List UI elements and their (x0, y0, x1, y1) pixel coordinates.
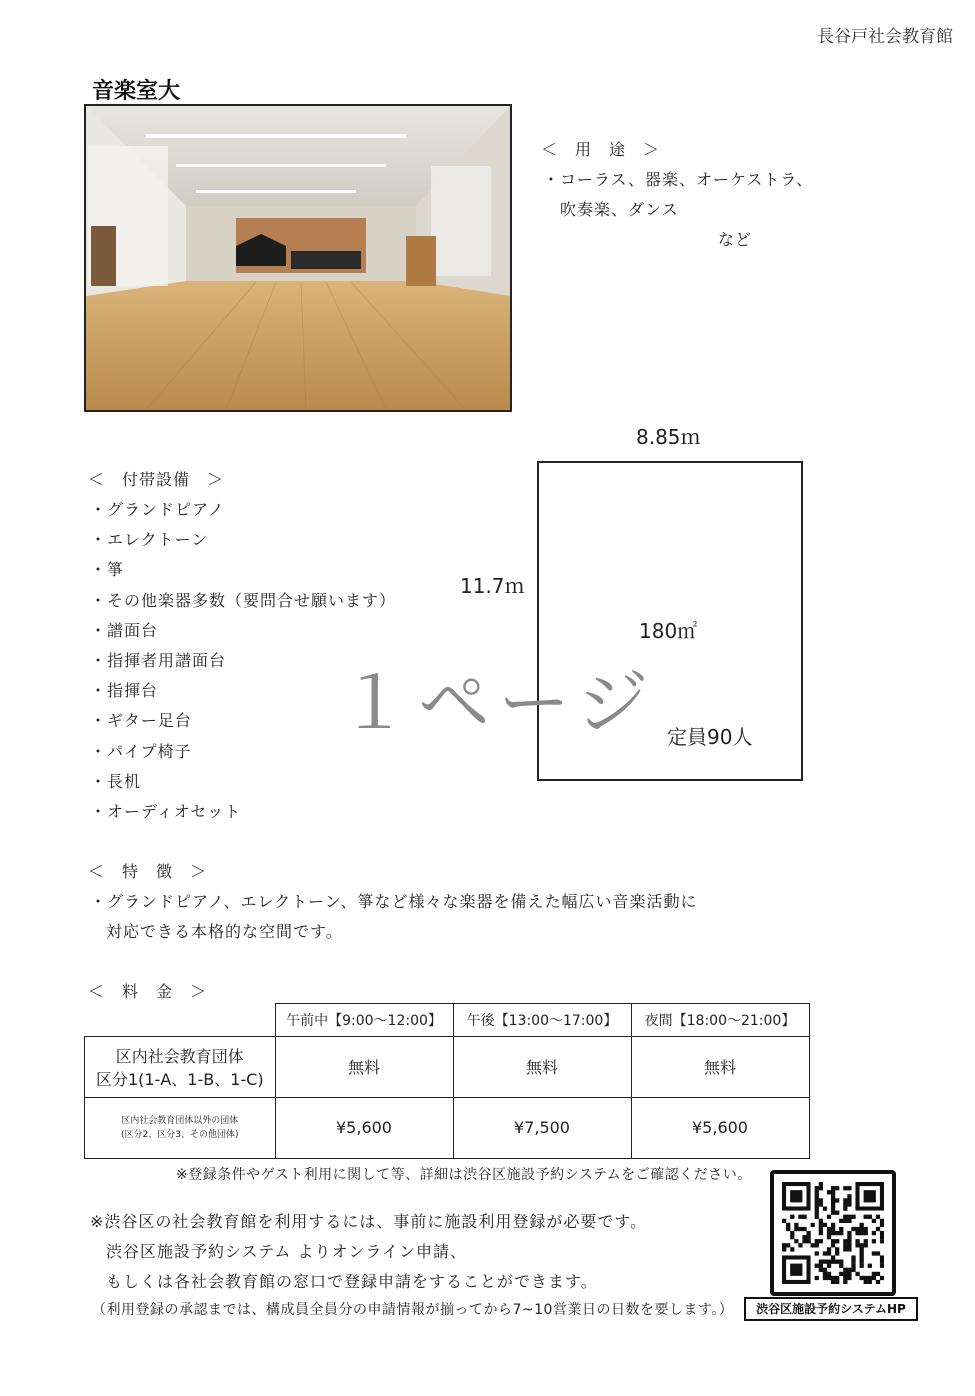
usage-line-3: など (718, 230, 753, 249)
usage-line-2: 吹奏楽、ダンス (560, 200, 679, 219)
room-photo (84, 104, 512, 412)
fee-cell: ¥5,600 (631, 1097, 809, 1158)
fee-row2-label: 区内社会教育団体以外の団体 (区分2、区分3、その他団体) (85, 1097, 276, 1158)
fee-table (84, 1003, 810, 1159)
table-row (85, 1036, 810, 1097)
list-item: ・オーディオセット (90, 801, 242, 821)
usage-heading: ＜ 用 途 ＞ (541, 140, 661, 159)
features-line-1: ・グランドピアノ、エレクトーン、箏など様々な楽器を備えた幅広い音楽活動に (90, 892, 698, 911)
list-item: ・エレクトーン (90, 530, 209, 550)
equipment-heading: ＜ 付帯設備 ＞ (88, 470, 225, 489)
fee-cell: ¥5,600 (275, 1097, 453, 1158)
plan-capacity: 定員90人 (667, 725, 753, 749)
facility-name: 長谷戸社会教育館 (817, 27, 953, 47)
registration-line-4: （利用登録の承認までは、構成員全員分の申請情報が揃ってから7~10営業日の日数を要します。） (92, 1302, 734, 1318)
registration-line-3: もしくは各社会教育館の窓口で登録申請をすることができます。 (106, 1272, 598, 1291)
fee-cell: ¥7,500 (453, 1097, 631, 1158)
usage-line-1: ・コーラス、器楽、オーケストラ、 (543, 170, 814, 189)
list-item: ・グランドピアノ (90, 500, 225, 519)
page-watermark: １ページ (338, 661, 657, 745)
qr-code[interactable] (770, 1170, 896, 1296)
equipment-list (90, 495, 396, 827)
qr-label[interactable]: 渋谷区施設予約システムHP (744, 1297, 918, 1321)
list-item: ・パイプ椅子 (90, 741, 192, 761)
table-row (85, 1097, 810, 1158)
plan-area: 180㎡ (639, 619, 698, 643)
list-item: ・ギター足台 (90, 711, 192, 731)
plan-depth: 11.7ｍ (460, 574, 525, 598)
list-item: ・譜面台 (90, 620, 159, 640)
list-item: ・箏 (90, 560, 125, 580)
room-title: 音楽室大 (92, 79, 181, 104)
fee-cell: 無料 (631, 1036, 809, 1097)
fee-col-afternoon: 午後【13:00～17:00】 (453, 1004, 631, 1037)
fee-col-evening: 夜間【18:00～21:00】 (631, 1004, 809, 1037)
qr-code-icon (782, 1182, 884, 1284)
fee-cell: 無料 (453, 1036, 631, 1097)
fee-col-morning: 午前中【9:00～12:00】 (275, 1004, 453, 1037)
registration-line-1: ※渋谷区の社会教育館を利用するには、事前に施設利用登録が必要です。 (90, 1212, 648, 1231)
fee-cell: 無料 (275, 1036, 453, 1097)
features-heading: ＜ 特 徴 ＞ (88, 862, 208, 881)
features-line-2: 対応できる本格的な空間です。 (106, 922, 343, 941)
fee-row1-label: 区内社会教育団体 区分1(1-A、1-B、1-C) (85, 1036, 276, 1097)
registration-line-2: 渋谷区施設予約システム よりオンライン申請、 (106, 1242, 468, 1261)
fee-note: ※登録条件やゲスト利用に関して等、詳細は渋谷区施設予約システムをご確認ください。 (176, 1167, 752, 1183)
list-item: ・指揮台 (90, 681, 159, 701)
plan-width: 8.85ｍ (636, 425, 701, 449)
fees-heading: ＜ 料 金 ＞ (88, 982, 208, 1001)
list-item: ・指揮者用譜面台 (90, 650, 227, 670)
list-item: ・その他楽器多数（要問合せ願います） (90, 590, 397, 610)
list-item: ・長机 (90, 771, 142, 791)
